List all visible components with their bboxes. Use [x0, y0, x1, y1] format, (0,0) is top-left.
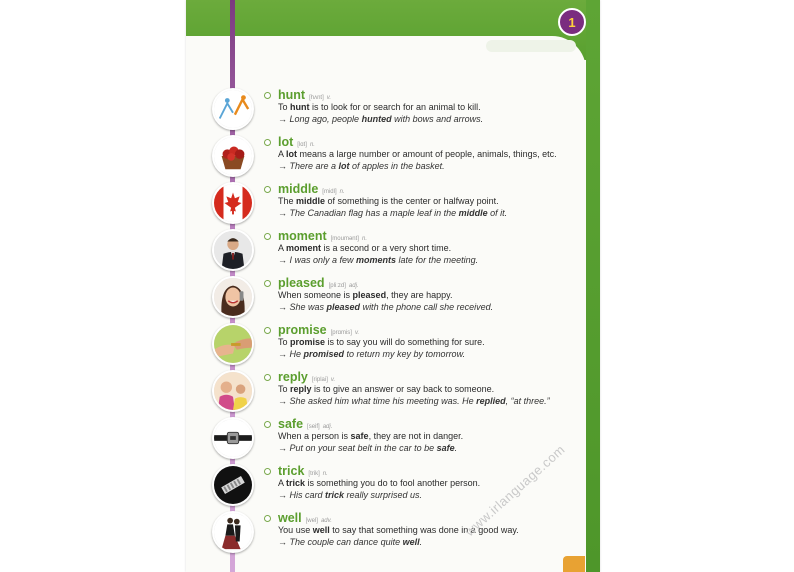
chapter-number-badge: 1: [558, 8, 586, 36]
part-of-speech: n.: [339, 189, 345, 195]
part-of-speech: adj.: [348, 283, 359, 289]
pronunciation: [midl]: [322, 189, 337, 195]
definition: To hunt is to look for or search for an animal to kill.: [278, 102, 481, 112]
part-of-speech: n.: [322, 471, 328, 477]
word-entry: [186, 276, 600, 323]
pronunciation: [trik]: [308, 471, 320, 477]
bullet-circle-icon: [264, 327, 271, 334]
magic-cards-icon: [212, 464, 254, 506]
example-sentence: → The couple can dance quite well.: [278, 537, 423, 547]
part-of-speech: adv.: [320, 518, 332, 524]
example-sentence: → She asked him what time his meeting was. He replied, “at three.”: [278, 396, 550, 406]
example-sentence: → I was only a few moments late for the meeting.: [278, 255, 479, 265]
definition: A lot means a large number or amount of people, animals, things, etc.: [278, 149, 557, 159]
definition: When a person is safe, they are not in danger.: [278, 431, 464, 441]
corner-page-tab: [563, 556, 585, 572]
example-sentence: → Long ago, people hunted with bows and arrows.: [278, 114, 484, 124]
part-of-speech: v.: [326, 95, 331, 101]
definition: The middle of something is the center or halfway point.: [278, 196, 499, 206]
dancing-couple-icon: [212, 511, 254, 553]
bullet-circle-icon: [264, 233, 271, 240]
headword: trick: [278, 464, 305, 478]
pronunciation: [moumənt]: [330, 236, 359, 242]
definition: A trick is something you do to fool another person.: [278, 478, 481, 488]
word-entry: [186, 229, 600, 276]
hands-key-icon: [212, 323, 254, 365]
headword: pleased: [278, 276, 325, 290]
headword: safe: [278, 417, 304, 431]
bullet-circle-icon: [264, 374, 271, 381]
apple-basket-icon: [212, 135, 254, 177]
smiling-woman-phone-icon: [212, 276, 254, 318]
part-of-speech: adj.: [322, 424, 333, 430]
example-sentence: → The Canadian flag has a maple leaf in the middle of it.: [278, 208, 508, 218]
pronunciation: [seif]: [307, 424, 320, 430]
example-sentence: → His card trick really surprised us.: [278, 490, 423, 500]
hunter-archery-icon: [212, 88, 254, 130]
part-of-speech: v.: [354, 330, 360, 336]
textbook-page: [186, 0, 600, 572]
word-entry: [186, 417, 600, 464]
definition: To promise is to say you will do something for sure.: [278, 337, 485, 347]
word-entry: [186, 88, 600, 135]
bullet-circle-icon: [264, 468, 271, 475]
pronunciation: [lɑt]: [297, 142, 307, 148]
bullet-circle-icon: [264, 280, 271, 287]
word-entry: [186, 370, 600, 417]
reply-conversation-icon: [212, 370, 254, 412]
definition: You use well to say that something was done in a good way.: [278, 525, 519, 535]
example-sentence: → She was pleased with the phone call she received.: [278, 302, 494, 312]
headword: hunt: [278, 88, 306, 102]
pronunciation: [riplai]: [311, 377, 328, 383]
part-of-speech: n.: [309, 142, 315, 148]
pronunciation: [hʌnt]: [309, 95, 324, 101]
faded-header-bar: [486, 40, 576, 52]
headword: middle: [278, 182, 319, 196]
definition: To reply is to give an answer or say back to someone.: [278, 384, 495, 394]
bullet-circle-icon: [264, 515, 271, 522]
headword: moment: [278, 229, 327, 243]
bullet-circle-icon: [264, 139, 271, 146]
headword: reply: [278, 370, 308, 384]
pronunciation: [pliːzd]: [328, 283, 346, 289]
definition: When someone is pleased, they are happy.: [278, 290, 453, 300]
businessman-watch-icon: [212, 229, 254, 271]
word-entry: [186, 135, 600, 182]
example-sentence: → There are a lot of apples in the basket.: [278, 161, 445, 171]
bullet-circle-icon: [264, 186, 271, 193]
word-entry: [186, 511, 600, 558]
headword: well: [278, 511, 302, 525]
headword: lot: [278, 135, 294, 149]
word-entry: [186, 182, 600, 229]
example-sentence: → Put on your seat belt in the car to be safe.: [278, 443, 458, 453]
headword: promise: [278, 323, 327, 337]
bullet-circle-icon: [264, 92, 271, 99]
example-sentence: → He promised to return my key by tomorrow.: [278, 349, 466, 359]
pronunciation: [wel]: [305, 518, 318, 524]
part-of-speech: n.: [361, 236, 367, 242]
definition: A moment is a second or a very short time.: [278, 243, 452, 253]
bullet-circle-icon: [264, 421, 271, 428]
canadian-flag-icon: [212, 182, 254, 224]
pronunciation: [prɑmis]: [330, 330, 352, 336]
watermark: www.irlanguage.com: [462, 441, 568, 540]
seat-belt-icon: [212, 417, 254, 459]
part-of-speech: v.: [330, 377, 336, 383]
word-entry: [186, 323, 600, 370]
